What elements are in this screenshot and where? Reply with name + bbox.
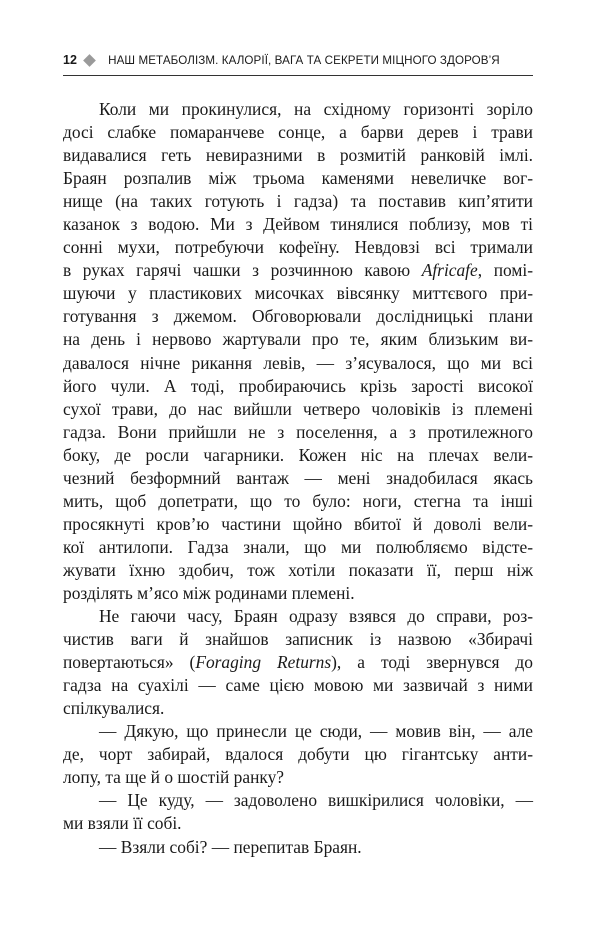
- text-line: на день і нервово жартували про те, яким близьким ви-: [63, 329, 533, 350]
- text-line: його чули. А тоді, пробираючись крізь зарості високої: [63, 375, 533, 396]
- text-line: повертаються» (Foraging Returns), а тоді звернувся до: [63, 652, 533, 673]
- text-line: кої антилопи. Гадза знали, що ми полюбляємо відсте-: [63, 536, 533, 557]
- text-line: в руках гарячі чашки з розчинною кавою Africafe, помі-: [63, 260, 533, 281]
- running-title: НАШ МЕТАБОЛІЗМ. КАЛОРІЇ, ВАГА ТА СЕКРЕТИ МІЦНОГО ЗДОРОВ’Я: [108, 53, 500, 67]
- text-line: сухої трави, до нас вийшли четверо чоловіків із племені: [63, 398, 533, 419]
- text-line: казанок з водою. Ми з Дейвом тинялися поблизу, мов ті: [63, 214, 533, 235]
- text-line: боку, де росли чагарники. Кожен ніс на плечах вели-: [63, 444, 533, 465]
- text-line: жувати їхню здобич, тож хотіли показати її, перш ніж: [63, 559, 533, 580]
- running-head: [63, 50, 533, 70]
- text-line: Браян розпалив між трьома каменями невеличке вог-: [63, 168, 533, 189]
- text-line: просякнуті кров’ю частини щойно вбитої й доволі вели-: [63, 513, 533, 534]
- text-line: чезний безформний вантаж — мені знадобилася якась: [63, 467, 533, 488]
- page-number: 12: [63, 53, 78, 67]
- text-line: Коли ми прокинулися, на східному горизонті зоріло: [99, 99, 533, 119]
- text-line: — Взяли собі? — перепитав Браян.: [99, 836, 362, 857]
- text-line: Не гаючи часу, Браян одразу взявся до справи, роз-: [99, 606, 533, 627]
- text-line: лопу, та ще й о шостій ранку?: [63, 767, 285, 788]
- italic-title: Africafe: [421, 260, 478, 281]
- text-line: видавалися геть невиразними в розмитій ранковій імлі.: [63, 145, 533, 166]
- diamond-ornament-icon: [83, 54, 96, 67]
- text-line: ми взяли її собі.: [63, 813, 182, 834]
- body-text: [63, 98, 533, 859]
- text-line: гадза. Вони прийшли не з поселення, а з протилежного: [63, 421, 533, 442]
- text-line: готування з джемом. Обговорювали дослідницькі плани: [63, 306, 533, 327]
- text-line: досі слабке помаранчеве сонце, а барви дерев і трави: [63, 122, 533, 143]
- text-line: мить, щоб допетрати, що то було: ноги, стегна та інші: [63, 490, 533, 511]
- text-line: нище (на таких готують і гадза) та поставив кип’ятити: [63, 191, 533, 212]
- text-line: розділять м’ясо між родинами племені.: [63, 582, 355, 603]
- text-line: давалося нічне рикання левів, — з’ясувалося, що ми всі: [63, 352, 533, 373]
- text-line: — Дякую, що принесли це сюди, — мовив він, — але: [99, 721, 533, 742]
- text-line: спілкувалися.: [63, 698, 165, 719]
- text-line: шуючи у пластикових мисочках вівсянку миттєвого при-: [63, 283, 533, 304]
- text-line: сонні мухи, потребуючи кофеїну. Невдовзі всі тримали: [63, 237, 533, 258]
- italic-title: Foraging Returns: [195, 652, 332, 673]
- text-line: чистив ваги й знайшов записник із назвою «Збирачі: [63, 629, 533, 650]
- text-line: гадза на суахілі — саме цією мовою ми зазвичай з ними: [63, 675, 533, 696]
- text-line: де, чорт забирай, вдалося добути цю гігантську анти-: [63, 744, 533, 765]
- text-line: — Це куду, — задоволено вишкірилися чоловіки, —: [99, 790, 533, 811]
- header-rule: [63, 75, 533, 76]
